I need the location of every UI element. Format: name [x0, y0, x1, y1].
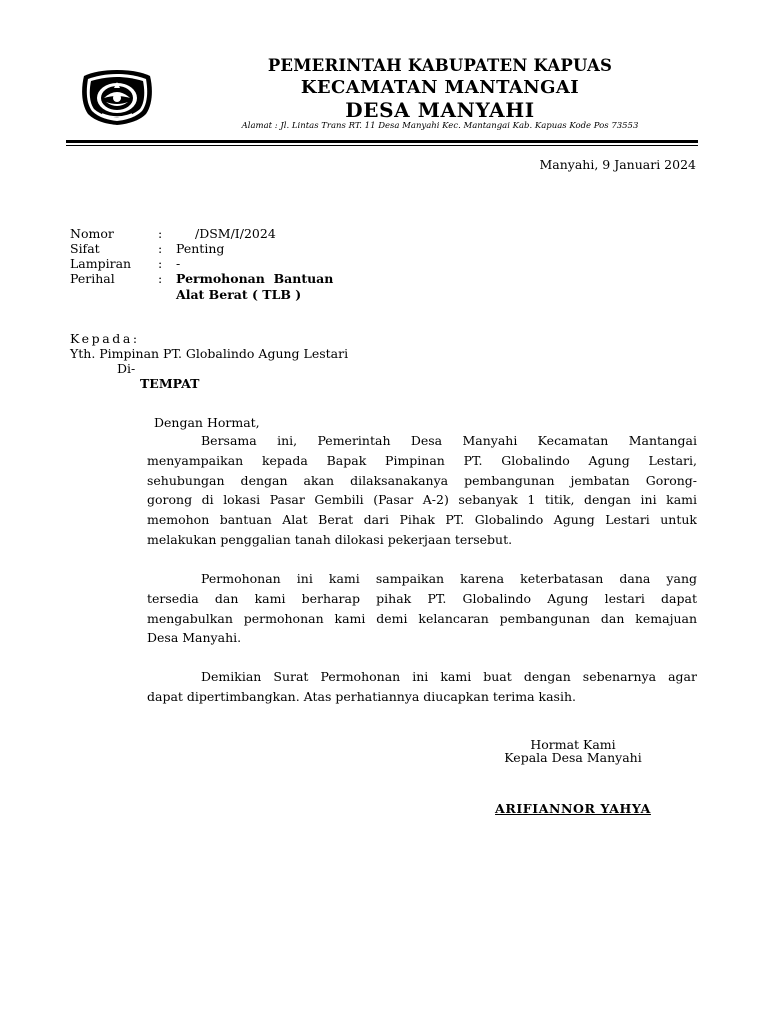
paragraph-1 [147, 431, 697, 550]
signature-position: Kepala Desa Manyahi [504, 750, 642, 765]
meta-value-lampiran: - [176, 256, 181, 271]
meta-colon: : [158, 241, 163, 256]
letterhead-line-2: KECAMATAN MANTANGAI [300, 77, 580, 98]
meta-label-sifat: Sifat [70, 241, 100, 256]
letterhead-divider-thick [66, 140, 698, 143]
meta-colon: : [158, 271, 163, 286]
letter-date: Manyahi, 9 Januari 2024 [539, 157, 696, 172]
meta-value-perihal: Permohonan Bantuan [176, 271, 334, 286]
paragraph-line: tersedia dan kami berharap pihak PT. Globalindo Agung lestari dapat [147, 590, 697, 606]
letterhead-line-1: PEMERINTAH KABUPATEN KAPUAS [267, 56, 613, 75]
paragraph-line: dapat dipertimbangkan. Atas perhatiannya diucapkan terima kasih. [147, 688, 576, 704]
meta-label-lampiran: Lampiran [70, 256, 132, 271]
meta-colon: : [158, 256, 163, 271]
letterhead-line-3: DESA MANYAHI [345, 98, 535, 122]
signature-name: ARIFIANNOR YAHYA [495, 801, 651, 816]
paragraph-line: sehubungan dengan akan dilaksanakanya pembangunan jembatan Gorong- [147, 472, 697, 488]
paragraph-line: Desa Manyahi. [147, 630, 242, 646]
recipient-di: Di- [117, 361, 136, 376]
paragraph-line: Permohonan ini kami sampaikan karena keterbatasan dana yang [201, 571, 697, 586]
paragraph-line: menyampaikan kepada Bapak Pimpinan PT. Globalindo Agung Lestari, [147, 452, 697, 468]
letterhead-divider-thin [66, 145, 698, 146]
meta-colon: : [158, 226, 163, 241]
recipient-place: TEMPAT [140, 376, 200, 391]
recipient-kepada: Kepada: [70, 331, 140, 346]
paragraph-line: melakukan penggalian tanah dilokasi pekerjaan tersebut. [147, 531, 513, 547]
meta-value-sifat: Penting [176, 241, 225, 256]
paragraph-line: Bersama ini, Pemerintah Desa Manyahi Kecamatan Mantangai [201, 433, 697, 448]
meta-label-nomor: Nomor [70, 226, 114, 241]
meta-label-perihal: Perihal [70, 271, 115, 286]
paragraph-line: memohon bantuan Alat Berat dari Pihak PT. Globalindo Agung Lestari untuk [147, 512, 697, 528]
paragraph-line: mengabulkan permohonan kami demi kelancaran pembangunan dan kemajuan [147, 610, 697, 626]
paragraph-3 [147, 667, 697, 707]
meta-value-nomor: /DSM/I/2024 [195, 226, 276, 241]
kapuas-regency-emblem-icon [80, 68, 154, 126]
paragraph-2 [147, 569, 697, 648]
letterhead-address: Alamat : Jl. Lintas Trans RT. 11 Desa Manyahi Kec. Mantangai Kab. Kapuas Kode Pos 73553 [241, 121, 639, 131]
paragraph-line: Demikian Surat Permohonan ini kami buat dengan sebenarnya agar [201, 669, 697, 684]
recipient-name: Yth. Pimpinan PT. Globalindo Agung Lestari [70, 346, 349, 361]
signature-closing: Hormat Kami [530, 737, 616, 752]
meta-value-perihal-line-2: Alat Berat ( TLB ) [176, 287, 302, 302]
paragraph-line: gorong di lokasi Pasar Gembili (Pasar A-2) sebanyak 1 titik, dengan ini kami [147, 492, 697, 508]
greeting: Dengan Hormat, [154, 415, 260, 430]
